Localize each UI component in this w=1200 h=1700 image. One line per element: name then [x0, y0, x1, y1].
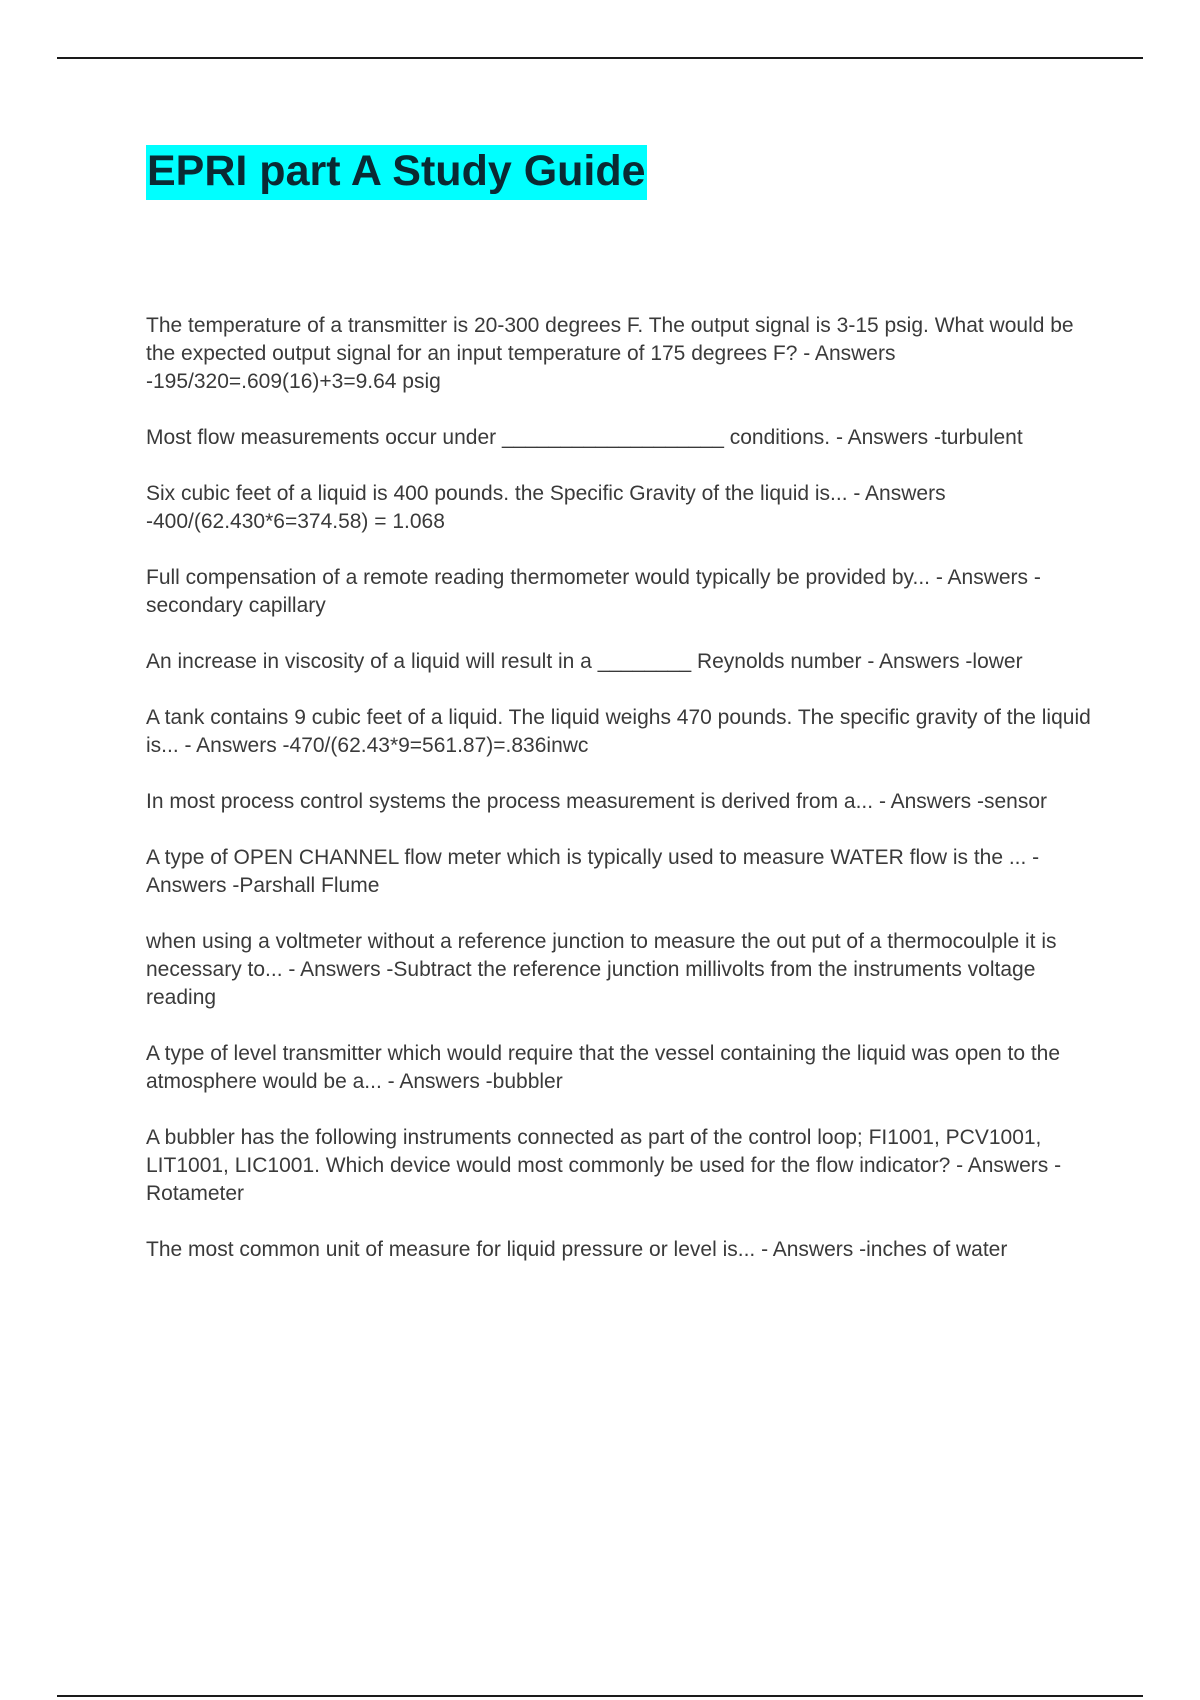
bottom-rule: [57, 1695, 1143, 1697]
qa-item: An increase in viscosity of a liquid will result in a ________ Reynolds number - Answers -lower: [146, 650, 1023, 673]
qa-item: Full compensation of a remote reading thermometer would typically be provided by... - Answers -secondary capillary: [146, 566, 1041, 617]
qa-item: Six cubic feet of a liquid is 400 pounds. the Specific Gravity of the liquid is... - Answers -400/(62.430*6=374.58) = 1.068: [146, 482, 946, 533]
qa-item: A type of level transmitter which would require that the vessel containing the liquid was open to the atmosphere would be a... - Answers -bubbler: [146, 1042, 1061, 1093]
qa-item: A type of OPEN CHANNEL flow meter which is typically used to measure WATER flow is the ... - Answers -Parshall Flume: [146, 846, 1040, 897]
qa-list: [146, 312, 1096, 1292]
title-block: [146, 145, 647, 200]
qa-item: A bubbler has the following instruments connected as part of the control loop; FI1001, PCV1001, LIT1001, LIC1001. Which device would most commonly be used for the flow indicator? - Answers -Rotameter: [146, 1126, 1062, 1205]
document-title: EPRI part A Study Guide: [146, 145, 647, 200]
qa-item: The most common unit of measure for liquid pressure or level is... - Answers -inches of water: [146, 1238, 1008, 1261]
qa-item: A tank contains 9 cubic feet of a liquid. The liquid weighs 470 pounds. The specific gravity of the liquid is... - Answers -470/(62.43*9=561.87)=.836inwc: [146, 706, 1091, 757]
qa-item: when using a voltmeter without a reference junction to measure the out put of a thermocoulple it is necessary to... - Answers -Subtract the reference junction millivolts from the instruments voltage reading: [146, 930, 1057, 1009]
top-rule: [57, 57, 1143, 59]
qa-item: In most process control systems the process measurement is derived from a... - Answers -sensor: [146, 790, 1047, 813]
qa-item: The temperature of a transmitter is 20-300 degrees F. The output signal is 3-15 psig. What would be the expected output signal for an input temperature of 175 degrees F? - Answers -195/320=.609(16)+3=9.64 psig: [146, 314, 1074, 393]
qa-item: Most flow measurements occur under ___________________ conditions. - Answers -turbulent: [146, 426, 1023, 449]
